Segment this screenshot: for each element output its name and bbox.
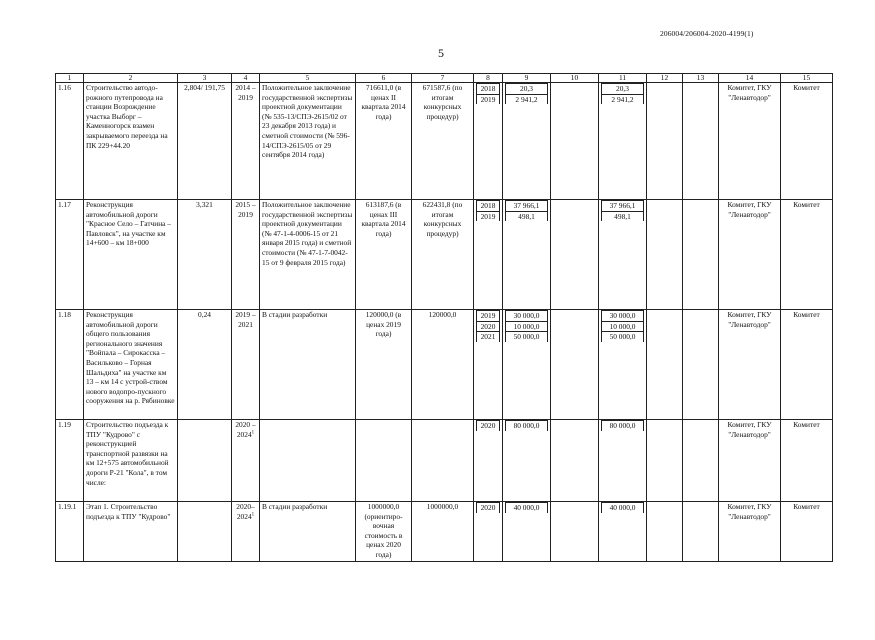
column-header: 1 — [56, 74, 84, 83]
financing-regional — [599, 420, 647, 502]
document-id: 206004/206004-2020-4199(1) — [660, 29, 754, 38]
period-text: 2020– 2024 — [236, 502, 255, 521]
customer: Комитет, ГКУ "Ленавтодор" — [719, 502, 781, 562]
length — [178, 502, 232, 562]
col-10 — [551, 200, 599, 310]
amount: 20,3 — [506, 84, 548, 95]
period — [232, 420, 260, 502]
amount: 10 000,0 — [602, 321, 644, 332]
col-13 — [683, 420, 719, 502]
length — [178, 420, 232, 502]
row-number: 1.18 — [56, 310, 84, 420]
col-10 — [551, 420, 599, 502]
responsible: Комитет — [781, 200, 833, 310]
responsible: Комитет — [781, 310, 833, 420]
col-10 — [551, 502, 599, 562]
year: 2020 — [477, 503, 500, 513]
customer: Комитет, ГКУ "Ленавтодор" — [719, 83, 781, 200]
design-status: Положительное заключение государственной экспертизы проектной документации (№ 47-1-4-0006-15 от 21 января 2015 года) и сметной стоимости (№ 47-1-7-0042-15 от 9 февраля 2015 года) — [260, 200, 356, 310]
object-name: Строительство подъезда к ТПУ "Кудрово" с реконструкцией транспортной развязки на км 12+575 автомобильной дороги Р-21 "Кола", в том числе: — [84, 420, 178, 502]
year: 2019 — [477, 94, 500, 104]
period — [232, 502, 260, 562]
financing-total — [503, 83, 551, 200]
financing-regional — [599, 83, 647, 200]
column-header: 9 — [503, 74, 551, 83]
years — [474, 83, 503, 200]
period-footnote: 1 — [251, 512, 255, 518]
col-13 — [683, 200, 719, 310]
col-12 — [647, 200, 683, 310]
amount: 2 941,2 — [602, 94, 644, 104]
period-text: 2015 – 2019 — [235, 200, 256, 219]
design-status: В стадии разработки — [260, 310, 356, 420]
responsible: Комитет — [781, 83, 833, 200]
column-header: 12 — [647, 74, 683, 83]
column-header: 3 — [178, 74, 232, 83]
col-12 — [647, 83, 683, 200]
contract-cost: 1000000,0 — [412, 502, 474, 562]
year: 2019 — [477, 211, 500, 221]
table-row — [56, 420, 833, 502]
contract-cost — [412, 420, 474, 502]
col-10 — [551, 310, 599, 420]
financing-total — [503, 200, 551, 310]
amount: 498,1 — [602, 211, 644, 221]
amount: 37 966,1 — [506, 201, 548, 212]
period — [232, 310, 260, 420]
period-text: 2019 – 2021 — [235, 310, 256, 329]
length: 0,24 — [178, 310, 232, 420]
year: 2020 — [477, 321, 500, 332]
customer: Комитет, ГКУ "Ленавтодор" — [719, 200, 781, 310]
customer: Комитет, ГКУ "Ленавтодор" — [719, 310, 781, 420]
responsible: Комитет — [781, 502, 833, 562]
period-footnote: 1 — [251, 430, 255, 436]
year: 2019 — [477, 311, 500, 322]
row-number: 1.19 — [56, 420, 84, 502]
contract-cost: 622431,8 (по итогам конкурсных процедур) — [412, 200, 474, 310]
row-number: 1.17 — [56, 200, 84, 310]
column-header: 6 — [356, 74, 412, 83]
amount: 30 000,0 — [506, 311, 548, 322]
amount: 498,1 — [506, 211, 548, 221]
row-number: 1.16 — [56, 83, 84, 200]
col-10 — [551, 83, 599, 200]
object-name: Этап 1. Строительство подъезда к ТПУ "Кудрово" — [84, 502, 178, 562]
col-12 — [647, 502, 683, 562]
financing-total — [503, 502, 551, 562]
period-text: 2020 – 2024 — [235, 420, 256, 439]
column-header: 14 — [719, 74, 781, 83]
year: 2018 — [477, 201, 500, 212]
period — [232, 83, 260, 200]
period-text: 2014 – 2019 — [235, 83, 256, 102]
page-number: 5 — [438, 46, 444, 60]
year: 2021 — [477, 332, 500, 342]
table-row — [56, 200, 833, 310]
amount: 2 941,2 — [506, 94, 548, 104]
amount: 20,3 — [602, 84, 644, 95]
col-12 — [647, 420, 683, 502]
amount: 50 000,0 — [602, 332, 644, 342]
column-header: 5 — [260, 74, 356, 83]
amount: 37 966,1 — [602, 201, 644, 212]
financing-regional — [599, 200, 647, 310]
amount: 80 000,0 — [506, 421, 548, 431]
program-table — [55, 73, 833, 562]
responsible: Комитет — [781, 420, 833, 502]
year: 2020 — [477, 421, 500, 431]
table-row — [56, 502, 833, 562]
table-row — [56, 310, 833, 420]
amount: 30 000,0 — [602, 311, 644, 322]
col-13 — [683, 310, 719, 420]
column-header: 8 — [474, 74, 503, 83]
estimated-cost: 1000000,0 (ориентиро-вочная стоимость в ценах 2020 года) — [356, 502, 412, 562]
col-13 — [683, 83, 719, 200]
contract-cost: 671587,6 (по итогам конкурсных процедур) — [412, 83, 474, 200]
column-header: 13 — [683, 74, 719, 83]
design-status — [260, 420, 356, 502]
object-name: Реконструкция автомобильной дороги "Красное Село – Гатчина – Павловск", на участке км 14+600 – км 18+000 — [84, 200, 178, 310]
period — [232, 200, 260, 310]
length: 3,321 — [178, 200, 232, 310]
length: 2,804/ 191,75 — [178, 83, 232, 200]
col-12 — [647, 310, 683, 420]
financing-total — [503, 420, 551, 502]
amount: 50 000,0 — [506, 332, 548, 342]
object-name: Строительство автодо-рожного путепровода на станции Возрождение участка Выборг – Каменногорск взамен закрываемого переезда на ПК 229+44.20 — [84, 83, 178, 200]
amount: 40 000,0 — [602, 503, 644, 513]
financing-total — [503, 310, 551, 420]
object-name: Реконструкция автомобильной дороги общего пользования регионального значения "Войпала – Сирокасска – Васильково – Горная Шальдиха" на участке км 13 – км 14 с устрой-ством нового водопро-пускного сооружения на р. Рябиновке — [84, 310, 178, 420]
column-header: 11 — [599, 74, 647, 83]
column-header: 10 — [551, 74, 599, 83]
estimated-cost: 613187,6 (в ценах III квартала 2014 года) — [356, 200, 412, 310]
estimated-cost: 120000,0 (в ценах 2019 года) — [356, 310, 412, 420]
column-header: 2 — [84, 74, 178, 83]
row-number: 1.19.1 — [56, 502, 84, 562]
column-header: 7 — [412, 74, 474, 83]
column-header: 4 — [232, 74, 260, 83]
years — [474, 310, 503, 420]
amount: 10 000,0 — [506, 321, 548, 332]
design-status: Положительное заключение государственной экспертизы проектной документации (№ 535-13/СПЭ-2615/02 от 23 декабря 2013 года) и сметной стоимости (№ 596-14/СПЭ-2615/05 от 29 сентября 2014 года) — [260, 83, 356, 200]
amount: 40 000,0 — [506, 503, 548, 513]
estimated-cost: 716611,0 (в ценах II квартала 2014 года) — [356, 83, 412, 200]
financing-regional — [599, 502, 647, 562]
column-header: 15 — [781, 74, 833, 83]
contract-cost: 120000,0 — [412, 310, 474, 420]
estimated-cost — [356, 420, 412, 502]
amount: 80 000,0 — [602, 421, 644, 431]
year: 2018 — [477, 84, 500, 95]
design-status: В стадии разработки — [260, 502, 356, 562]
years — [474, 420, 503, 502]
customer: Комитет, ГКУ "Ленавтодор" — [719, 420, 781, 502]
years — [474, 200, 503, 310]
table-row — [56, 83, 833, 200]
years — [474, 502, 503, 562]
financing-regional — [599, 310, 647, 420]
col-13 — [683, 502, 719, 562]
